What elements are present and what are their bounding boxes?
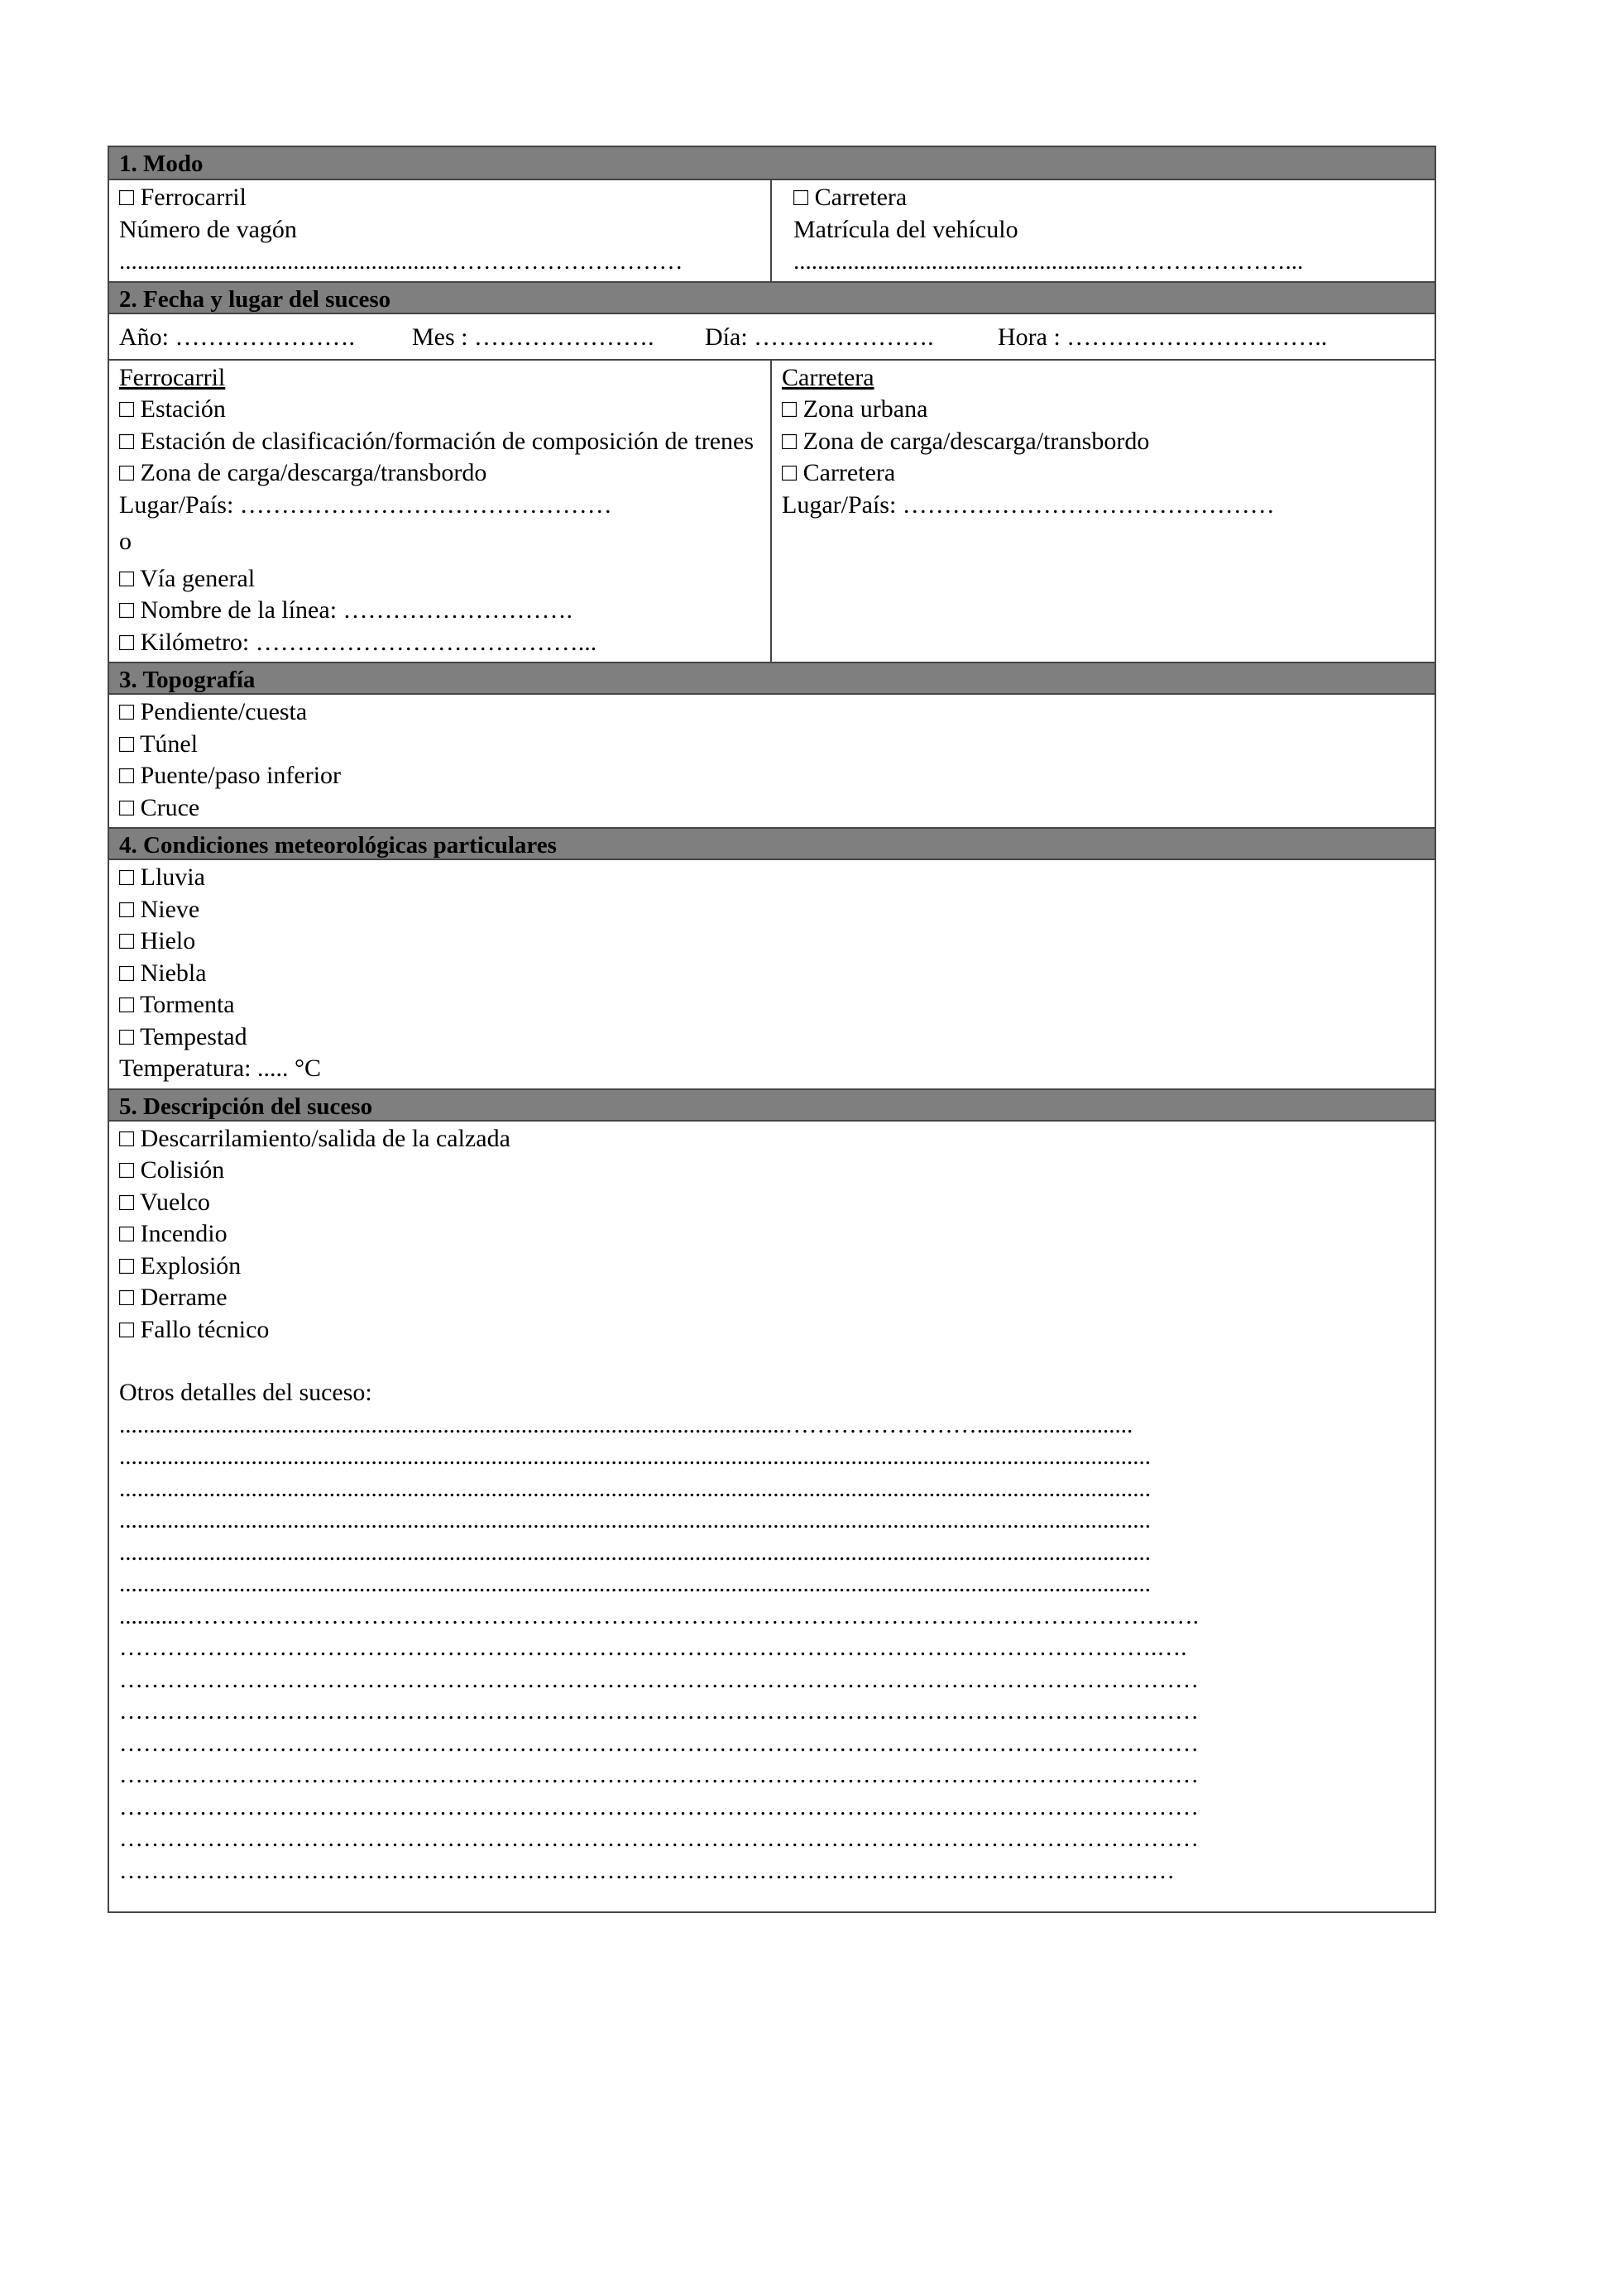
section-1-header: 1. Modo bbox=[109, 147, 1435, 180]
other-details-label: Otros detalles del suceso: bbox=[119, 1379, 372, 1406]
incident-description bbox=[109, 1122, 1435, 1912]
temperature-field[interactable]: Temperatura: ..... °C bbox=[119, 1055, 321, 1082]
checkbox-zona-carga-rail[interactable]: □ Zona de carga/descarga/transbordo bbox=[119, 459, 487, 486]
details-line[interactable]: ............................................................................................................................................................................ bbox=[119, 1443, 1151, 1470]
checkbox-zona-carga-road[interactable]: □ Zona de carga/descarga/transbordo bbox=[782, 427, 1150, 455]
details-line[interactable]: ……………………………………………………………………………………………………………………… bbox=[119, 1793, 1199, 1820]
checkbox-carretera-location[interactable]: □ Carretera bbox=[782, 459, 896, 486]
checkbox-derrame[interactable]: □ Derrame bbox=[119, 1284, 228, 1311]
month-field[interactable]: Mes : …………………. bbox=[412, 323, 654, 351]
details-line[interactable]: ............................................................................................................................................................................ bbox=[119, 1507, 1151, 1533]
topography-list bbox=[109, 695, 1435, 827]
checkbox-hielo[interactable]: □ Hielo bbox=[119, 927, 196, 954]
details-line[interactable]: ……………………………………………………………………………………………………………………… bbox=[119, 1729, 1199, 1757]
checkbox-vuelco[interactable]: □ Vuelco bbox=[119, 1188, 210, 1216]
mode-rail-cell bbox=[109, 180, 772, 281]
rail-place-country-field[interactable]: Lugar/País: ……………………………………… bbox=[119, 490, 612, 519]
checkbox-carretera[interactable]: □ Carretera bbox=[793, 184, 908, 211]
checkbox-cruce[interactable]: □ Cruce bbox=[119, 793, 200, 821]
details-line[interactable]: ………………………………………………………………………………………………………………….…. bbox=[119, 1634, 1187, 1661]
rail-heading: Ferrocarril bbox=[119, 363, 226, 391]
details-line[interactable]: ……………………………………………………………………………………………………………………… bbox=[119, 1698, 1199, 1724]
checkbox-niebla[interactable]: □ Niebla bbox=[119, 959, 207, 987]
details-line[interactable]: ...............................................................................................................…………………….......................... bbox=[119, 1411, 1133, 1438]
details-line[interactable]: ..........…………………………………………………………………………………………………………….…. bbox=[119, 1602, 1199, 1629]
details-line[interactable]: ……………………………………………………………………………………………………………………… bbox=[119, 1825, 1199, 1852]
road-heading: Carretera bbox=[782, 363, 874, 391]
checkbox-pendiente[interactable]: □ Pendiente/cuesta bbox=[119, 698, 308, 725]
checkbox-tormenta[interactable]: □ Tormenta bbox=[119, 991, 235, 1018]
location-road-cell bbox=[772, 361, 1435, 662]
location-rail-cell bbox=[109, 361, 772, 662]
checkbox-via-general[interactable]: □ Vía general bbox=[119, 564, 256, 592]
checkbox-incendio[interactable]: □ Incendio bbox=[119, 1220, 228, 1247]
checkbox-estacion-clasificacion[interactable]: □ Estación de clasificación/formación de composición de trenes bbox=[119, 427, 755, 455]
road-place-country-field[interactable]: Lugar/País: ……………………………………… bbox=[782, 490, 1275, 519]
location-row bbox=[109, 361, 1435, 662]
date-time-row bbox=[109, 314, 1435, 361]
checkbox-zona-urbana[interactable]: □ Zona urbana bbox=[782, 395, 928, 423]
checkbox-fallo-tecnico[interactable]: □ Fallo técnico bbox=[119, 1315, 270, 1343]
checkbox-nieve[interactable]: □ Nieve bbox=[119, 895, 200, 923]
details-line[interactable]: ……………………………………………………………………………………………………………………… bbox=[119, 1666, 1199, 1693]
plate-number-label: Matrícula del vehículo bbox=[793, 215, 1018, 243]
details-line[interactable]: ............................................................................................................................................................................ bbox=[119, 1475, 1151, 1502]
wagon-number-label: Número de vagón bbox=[119, 215, 297, 243]
section-2-header: 2. Fecha y lugar del suceso bbox=[109, 281, 1435, 314]
or-label: o bbox=[119, 528, 132, 555]
plate-number-field[interactable]: ......................................................…………………... bbox=[793, 248, 1304, 275]
details-line[interactable]: ……………………………………………………………………………………………………………………… bbox=[119, 1762, 1199, 1788]
mode-row bbox=[109, 180, 1435, 281]
incident-form bbox=[108, 146, 1436, 1913]
weather-list bbox=[109, 860, 1435, 1088]
checkbox-tempestad[interactable]: □ Tempestad bbox=[119, 1022, 247, 1050]
line-name-field[interactable]: □ Nombre de la línea: ………………………. bbox=[119, 596, 573, 624]
day-field[interactable]: Día: …………………. bbox=[705, 323, 934, 351]
checkbox-lluvia[interactable]: □ Lluvia bbox=[119, 863, 205, 891]
hour-field[interactable]: Hora : ………………………….. bbox=[998, 323, 1328, 351]
checkbox-ferrocarril[interactable]: □ Ferrocarril bbox=[119, 184, 247, 211]
checkbox-descarrilamiento[interactable]: □ Descarrilamiento/salida de la calzada bbox=[119, 1124, 510, 1152]
details-line[interactable]: ............................................................................................................................................................................ bbox=[119, 1571, 1151, 1597]
details-line[interactable]: ............................................................................................................................................................................ bbox=[119, 1538, 1151, 1566]
details-line[interactable]: …………………………………………………………………………………………………………………… bbox=[119, 1857, 1175, 1884]
checkbox-colision[interactable]: □ Colisión bbox=[119, 1156, 225, 1184]
checkbox-puente[interactable]: □ Puente/paso inferior bbox=[119, 762, 342, 789]
wagon-number-field[interactable]: ......................................................………………………… bbox=[119, 248, 683, 275]
checkbox-explosion[interactable]: □ Explosión bbox=[119, 1251, 242, 1280]
section-3-header: 3. Topografía bbox=[109, 662, 1435, 695]
checkbox-tunel[interactable]: □ Túnel bbox=[119, 729, 199, 758]
mode-road-cell bbox=[772, 180, 1435, 281]
year-field[interactable]: Año: …………………. bbox=[119, 323, 355, 351]
kilometer-field[interactable]: □ Kilómetro: …………………………………... bbox=[119, 628, 597, 656]
section-4-header: 4. Condiciones meteorológicas particulares bbox=[109, 827, 1435, 860]
section-5-header: 5. Descripción del suceso bbox=[109, 1088, 1435, 1122]
checkbox-estacion[interactable]: □ Estación bbox=[119, 395, 226, 423]
